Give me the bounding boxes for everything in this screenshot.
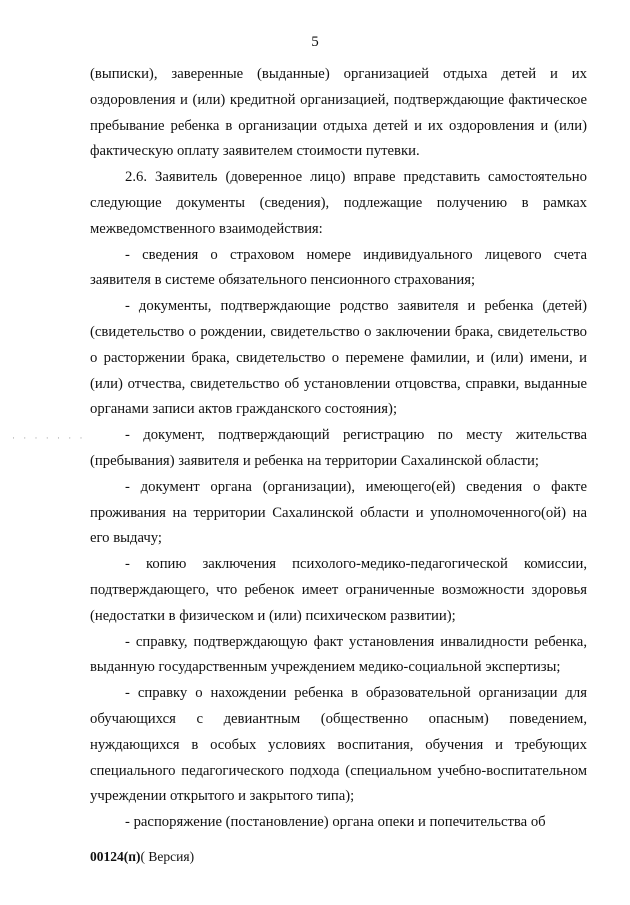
document-code: 00124(п) — [90, 849, 141, 864]
list-item-residence-document: - документ органа (организации), имеющего(ей) сведения о факте проживания на территории Сахалинской области и уполномоченного(ой) на его выдачу; — [90, 478, 587, 547]
footer — [90, 849, 194, 865]
list-item-disability-certificate: - справку, подтверждающую факт установления инвалидности ребенка, выданную государственным учреждением медико-социальной экспертизы; — [90, 633, 587, 676]
document-version: ( Версия) — [140, 849, 195, 864]
list-item-pmpk-conclusion: - копию заключения психолого-медико-педагогической комиссии, подтверждающего, что ребенок имеет ограниченные возможности здоровья (недостатки в физическом и (или) психическом развитии); — [90, 556, 587, 624]
list-item-snils: - сведения о страховом номере индивидуального лицевого счета заявителя в системе обязательного пенсионного страхования; — [90, 246, 587, 289]
document-body — [90, 62, 587, 836]
scan-artifact: · · · · · · · — [12, 433, 86, 443]
list-item-registration-document: - документ, подтверждающий регистрацию по месту жительства (пребывания) заявителя и ребенка на территории Сахалинской области; — [90, 427, 587, 469]
page-number: 5 — [311, 34, 319, 50]
list-item-kinship-documents: - документы, подтверждающие родство заявителя и ребенка (детей) (свидетельство о рождении, свидетельство о заключении брака, свидетельство о расторжении брака, свидетельство о перемене фамилии, и (или) имени, и (или) отчества, свидетельство об установлении отцовства, справки, выданные органами записи актов гражданского состояния); — [90, 298, 587, 418]
paragraph-continuation: (выписки), заверенные (выданные) организацией отдыха детей и их оздоровления и (или) кредитной организацией, подтверждающие фактическое пребывание ребенка в организации отдыха детей и их оздоровления и (или) фактическую оплату заявителем стоимости путевки. — [90, 66, 587, 160]
list-item-educational-organization-certificate: - справку о нахождении ребенка в образовательной организации для обучающихся с девиантным (общественно опасным) поведением, нуждающихся в особых условиях воспитания, обучения и требующих специального педагогического подхода (специальном учебно-воспитательном учреждении открытого и закрытого типа); — [90, 685, 587, 805]
paragraph-section-2-6: 2.6. Заявитель (доверенное лицо) вправе представить самостоятельно следующие документы (сведения), подлежащие получению в рамках межведомственного взаимодействия: — [90, 169, 587, 237]
list-item-guardianship-order: - распоряжение (постановление) органа опеки и попечительства об — [125, 814, 546, 831]
